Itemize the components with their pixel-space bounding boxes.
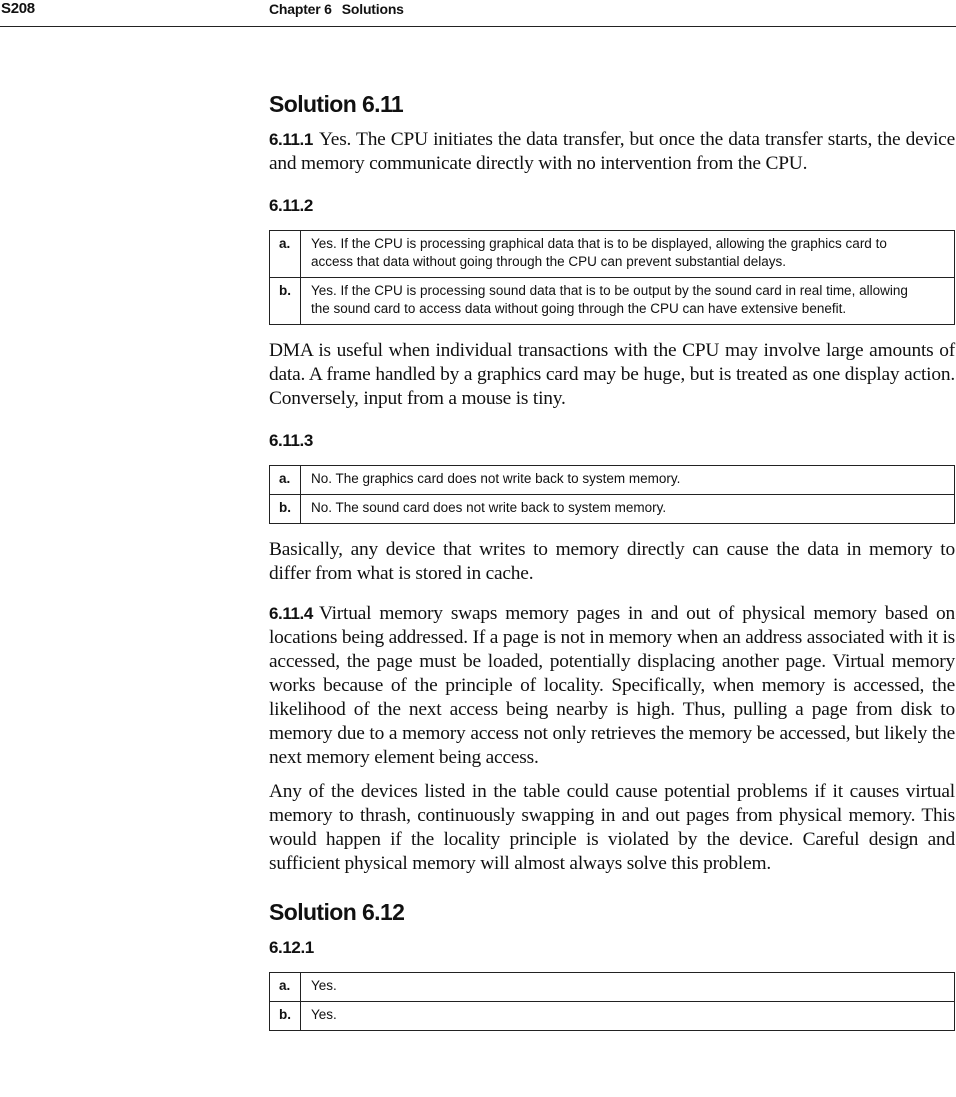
- table-row: [270, 278, 955, 325]
- row-text: No. The sound card does not write back to system memory.: [301, 495, 955, 524]
- answer-6-11-1-text: Yes. The CPU initiates the data transfer, but once the data transfer starts, the device and memory communicate directly with no intervention from the CPU.: [269, 129, 955, 174]
- table-row: [270, 231, 955, 278]
- table-row: [270, 495, 955, 524]
- table-row: [270, 466, 955, 495]
- running-header: [0, 0, 956, 27]
- page-number: S208: [1, 0, 35, 17]
- thrash-paragraph: Any of the devices listed in the table could cause potential problems if it causes virtual memory to thrash, continuously swapping in and out pages from physical memory. This would happen if the locality principle is violated by the device. Careful design and sufficient physical memory will almost always solve this problem.: [269, 781, 955, 874]
- table-6-12-1: [269, 972, 955, 1031]
- row-label: b.: [270, 278, 301, 325]
- solution-6-12-title: Solution 6.12: [269, 899, 405, 925]
- row-text: No. The graphics card does not write back to system memory.: [301, 466, 955, 495]
- row-label: a.: [270, 231, 301, 278]
- row-text: Yes. If the CPU is processing sound data that is to be output by the sound card in real time, allowing the sound card to access data without going through the CPU can have extensive benefit.: [301, 278, 955, 325]
- heading-6-12-1: 6.12.1: [269, 938, 314, 957]
- row-label: b.: [270, 495, 301, 524]
- answer-6-11-1-number: 6.11.1: [269, 130, 313, 149]
- row-text: Yes.: [301, 973, 955, 1002]
- answer-6-11-1: [269, 128, 955, 176]
- solution-6-11-title: Solution 6.11: [269, 91, 404, 117]
- dma-paragraph: DMA is useful when individual transactions with the CPU may involve large amounts of data. A frame handled by a graphics card may be huge, but is treated as one display action. Conversely, input from a mouse is tiny.: [269, 340, 955, 409]
- answer-6-11-4: [269, 602, 955, 770]
- cache-paragraph: Basically, any device that writes to memory directly can cause the data in memory to differ from what is stored in cache.: [269, 539, 955, 584]
- heading-6-11-3: 6.11.3: [269, 431, 313, 450]
- heading-6-11-2: 6.11.2: [269, 196, 313, 215]
- row-label: a.: [270, 466, 301, 495]
- page-content: [269, 88, 955, 1031]
- row-label: a.: [270, 973, 301, 1002]
- answer-6-11-4-number: 6.11.4: [269, 604, 313, 623]
- table-6-11-2: [269, 230, 955, 325]
- row-text: Yes. If the CPU is processing graphical data that is to be displayed, allowing the graphics card to access that data without going through the CPU can prevent substantial delays.: [301, 231, 955, 278]
- table-row: [270, 1002, 955, 1031]
- answer-6-11-4-text: Virtual memory swaps memory pages in and out of physical memory based on locations being addressed. If a page is not in memory when an address associated with it is accessed, the page must be loaded, potentially displacing another page. Virtual memory works because of the principle of locality. Specifically, when memory is accessed, the likelihood of the next access being nearby is high. Thus, pulling a page from disk to memory due to a memory access not only retrieves the memory be accessed, but likely the next memory element being access.: [269, 603, 955, 768]
- table-6-11-3: [269, 465, 955, 524]
- chapter-heading: [269, 1, 404, 17]
- table-row: [270, 973, 955, 1002]
- row-label: b.: [270, 1002, 301, 1031]
- section-label: Solutions: [341, 1, 404, 17]
- row-text: Yes.: [301, 1002, 955, 1031]
- chapter-label: Chapter 6: [269, 1, 332, 17]
